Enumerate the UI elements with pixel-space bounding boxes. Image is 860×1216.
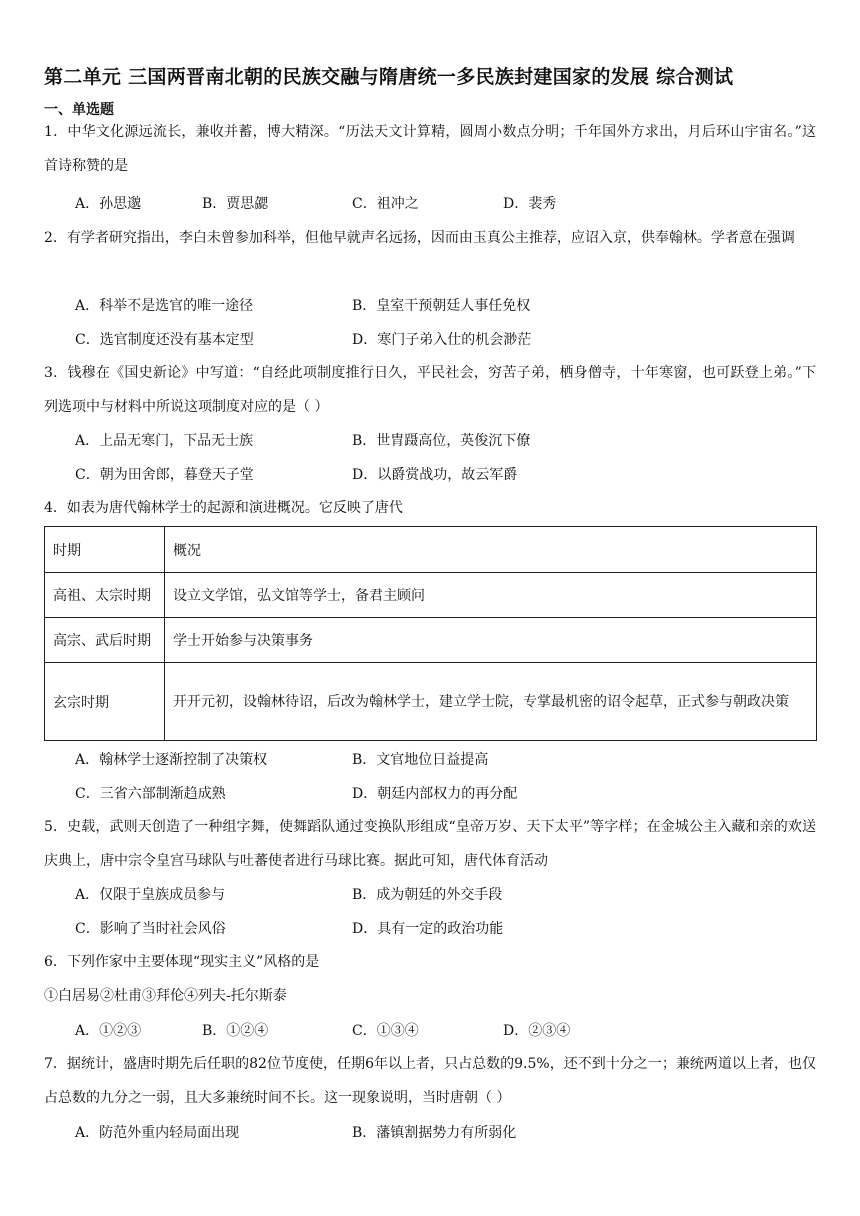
q7-option-b[interactable]: B．藩镇割据势力有所弱化	[352, 1125, 517, 1141]
q4-option-c[interactable]: C．三省六部制渐趋成熟	[75, 786, 226, 802]
q1-option-c[interactable]: C．祖冲之	[352, 196, 419, 212]
q4-option-a[interactable]: A．翰林学士逐渐控制了决策权	[75, 752, 268, 768]
history-table	[44, 526, 817, 741]
question-5-stem: 5．史载，武则天创造了一种组字舞，使舞蹈队通过变换队形组成“皇帝万岁、天下太平”等字样；在金城公主入藏和亲的欢送庆典上，唐中宗令皇宫马球队与吐蕃使者进行马球比赛。据此可知，唐代体育活动	[44, 819, 816, 869]
table-cell: 设立文学馆，弘文馆等学士，备君主顾问	[165, 573, 817, 618]
q2-option-b[interactable]: B．皇室干预朝廷人事任免权	[352, 298, 531, 314]
q6-option-d[interactable]: D．②③④	[503, 1023, 571, 1039]
table-row	[45, 618, 817, 663]
q7-option-a[interactable]: A．防范外重内轻局面出现	[75, 1125, 240, 1141]
question-2-stem: 2．有学者研究指出，李白未曾参加科举，但他早就声名远扬，因而由玉真公主推荐，应诏入京，供奉翰林。学者意在强调	[44, 230, 795, 246]
table-header-cell: 概况	[165, 527, 817, 573]
q5-option-b[interactable]: B．成为朝廷的外交手段	[352, 887, 503, 903]
question-7-stem: 7．据统计，盛唐时期先后任职的82位节度使，任期6年以上者，只占总数的9.5%，还不到十分之一；兼统两道以上者，也仅占总数的九分之一弱，且大多兼统时间不长。这一现象说明，当时唐朝（ ）	[44, 1056, 816, 1106]
q2-option-d[interactable]: D．寒门子弟入仕的机会渺茫	[352, 332, 532, 348]
section-heading: 一、单选题	[44, 102, 114, 118]
q3-option-c[interactable]: C．朝为田舍郎，暮登天子堂	[75, 467, 254, 483]
q2-option-c[interactable]: C．选官制度还没有基本定型	[75, 332, 254, 348]
table-row	[45, 573, 817, 618]
question-4-stem: 4．如表为唐代翰林学士的起源和演进概况。它反映了唐代	[44, 500, 403, 516]
table-cell: 高祖、太宗时期	[45, 573, 165, 618]
question-6-stem: 6．下列作家中主要体现“现实主义”风格的是	[44, 954, 320, 970]
q6-option-b[interactable]: B．①②④	[202, 1023, 269, 1039]
question-6-choices-line: ①白居易②杜甫③拜伦④列夫-托尔斯泰	[44, 988, 287, 1004]
q2-option-a[interactable]: A．科举不是选官的唯一途径	[75, 298, 254, 314]
q1-option-b[interactable]: B．贾思勰	[202, 196, 269, 212]
q4-option-b[interactable]: B．文官地位日益提高	[352, 752, 489, 768]
q4-option-d[interactable]: D．朝廷内部权力的再分配	[352, 786, 518, 802]
table-cell: 玄宗时期	[45, 663, 165, 741]
page-title: 第二单元 三国两晋南北朝的民族交融与隋唐统一多民族封建国家的发展 综合测试	[44, 66, 734, 88]
q3-option-b[interactable]: B．世胄蹑高位，英俊沉下僚	[352, 433, 531, 449]
table-header-cell: 时期	[45, 527, 165, 573]
table-row	[45, 663, 817, 741]
question-1-stem: 1．中华文化源远流长，兼收并蓄，博大精深。“历法天文计算精，圆周小数点分明；千年国外方求出，月后环山宇宙名。”这首诗称赞的是	[44, 124, 816, 174]
q1-option-d[interactable]: D．裴秀	[503, 196, 557, 212]
q5-option-d[interactable]: D．具有一定的政治功能	[352, 921, 504, 937]
q1-option-a[interactable]: A．孙思邈	[75, 196, 142, 212]
table-cell: 开开元初，设翰林待诏，后改为翰林学士，建立学士院，专掌最机密的诏令起草，正式参与朝政决策	[165, 663, 817, 741]
table-header-row	[45, 527, 817, 573]
q3-option-a[interactable]: A．上品无寒门，下品无士族	[75, 433, 254, 449]
q3-option-d[interactable]: D．以爵赏战功，故云军爵	[352, 467, 518, 483]
table-cell: 学士开始参与决策事务	[165, 618, 817, 663]
question-3-stem: 3．钱穆在《国史新论》中写道：“自经此项制度推行日久，平民社会，穷苦子弟，栖身僧寺，十年寒窗，也可跃登上弟。”下列选项中与材料中所说这项制度对应的是（ ）	[44, 365, 816, 415]
q5-option-a[interactable]: A．仅限于皇族成员参与	[75, 887, 226, 903]
table-cell: 高宗、武后时期	[45, 618, 165, 663]
q6-option-c[interactable]: C．①③④	[352, 1023, 419, 1039]
q5-option-c[interactable]: C．影响了当时社会风俗	[75, 921, 226, 937]
q6-option-a[interactable]: A．①②③	[75, 1023, 142, 1039]
